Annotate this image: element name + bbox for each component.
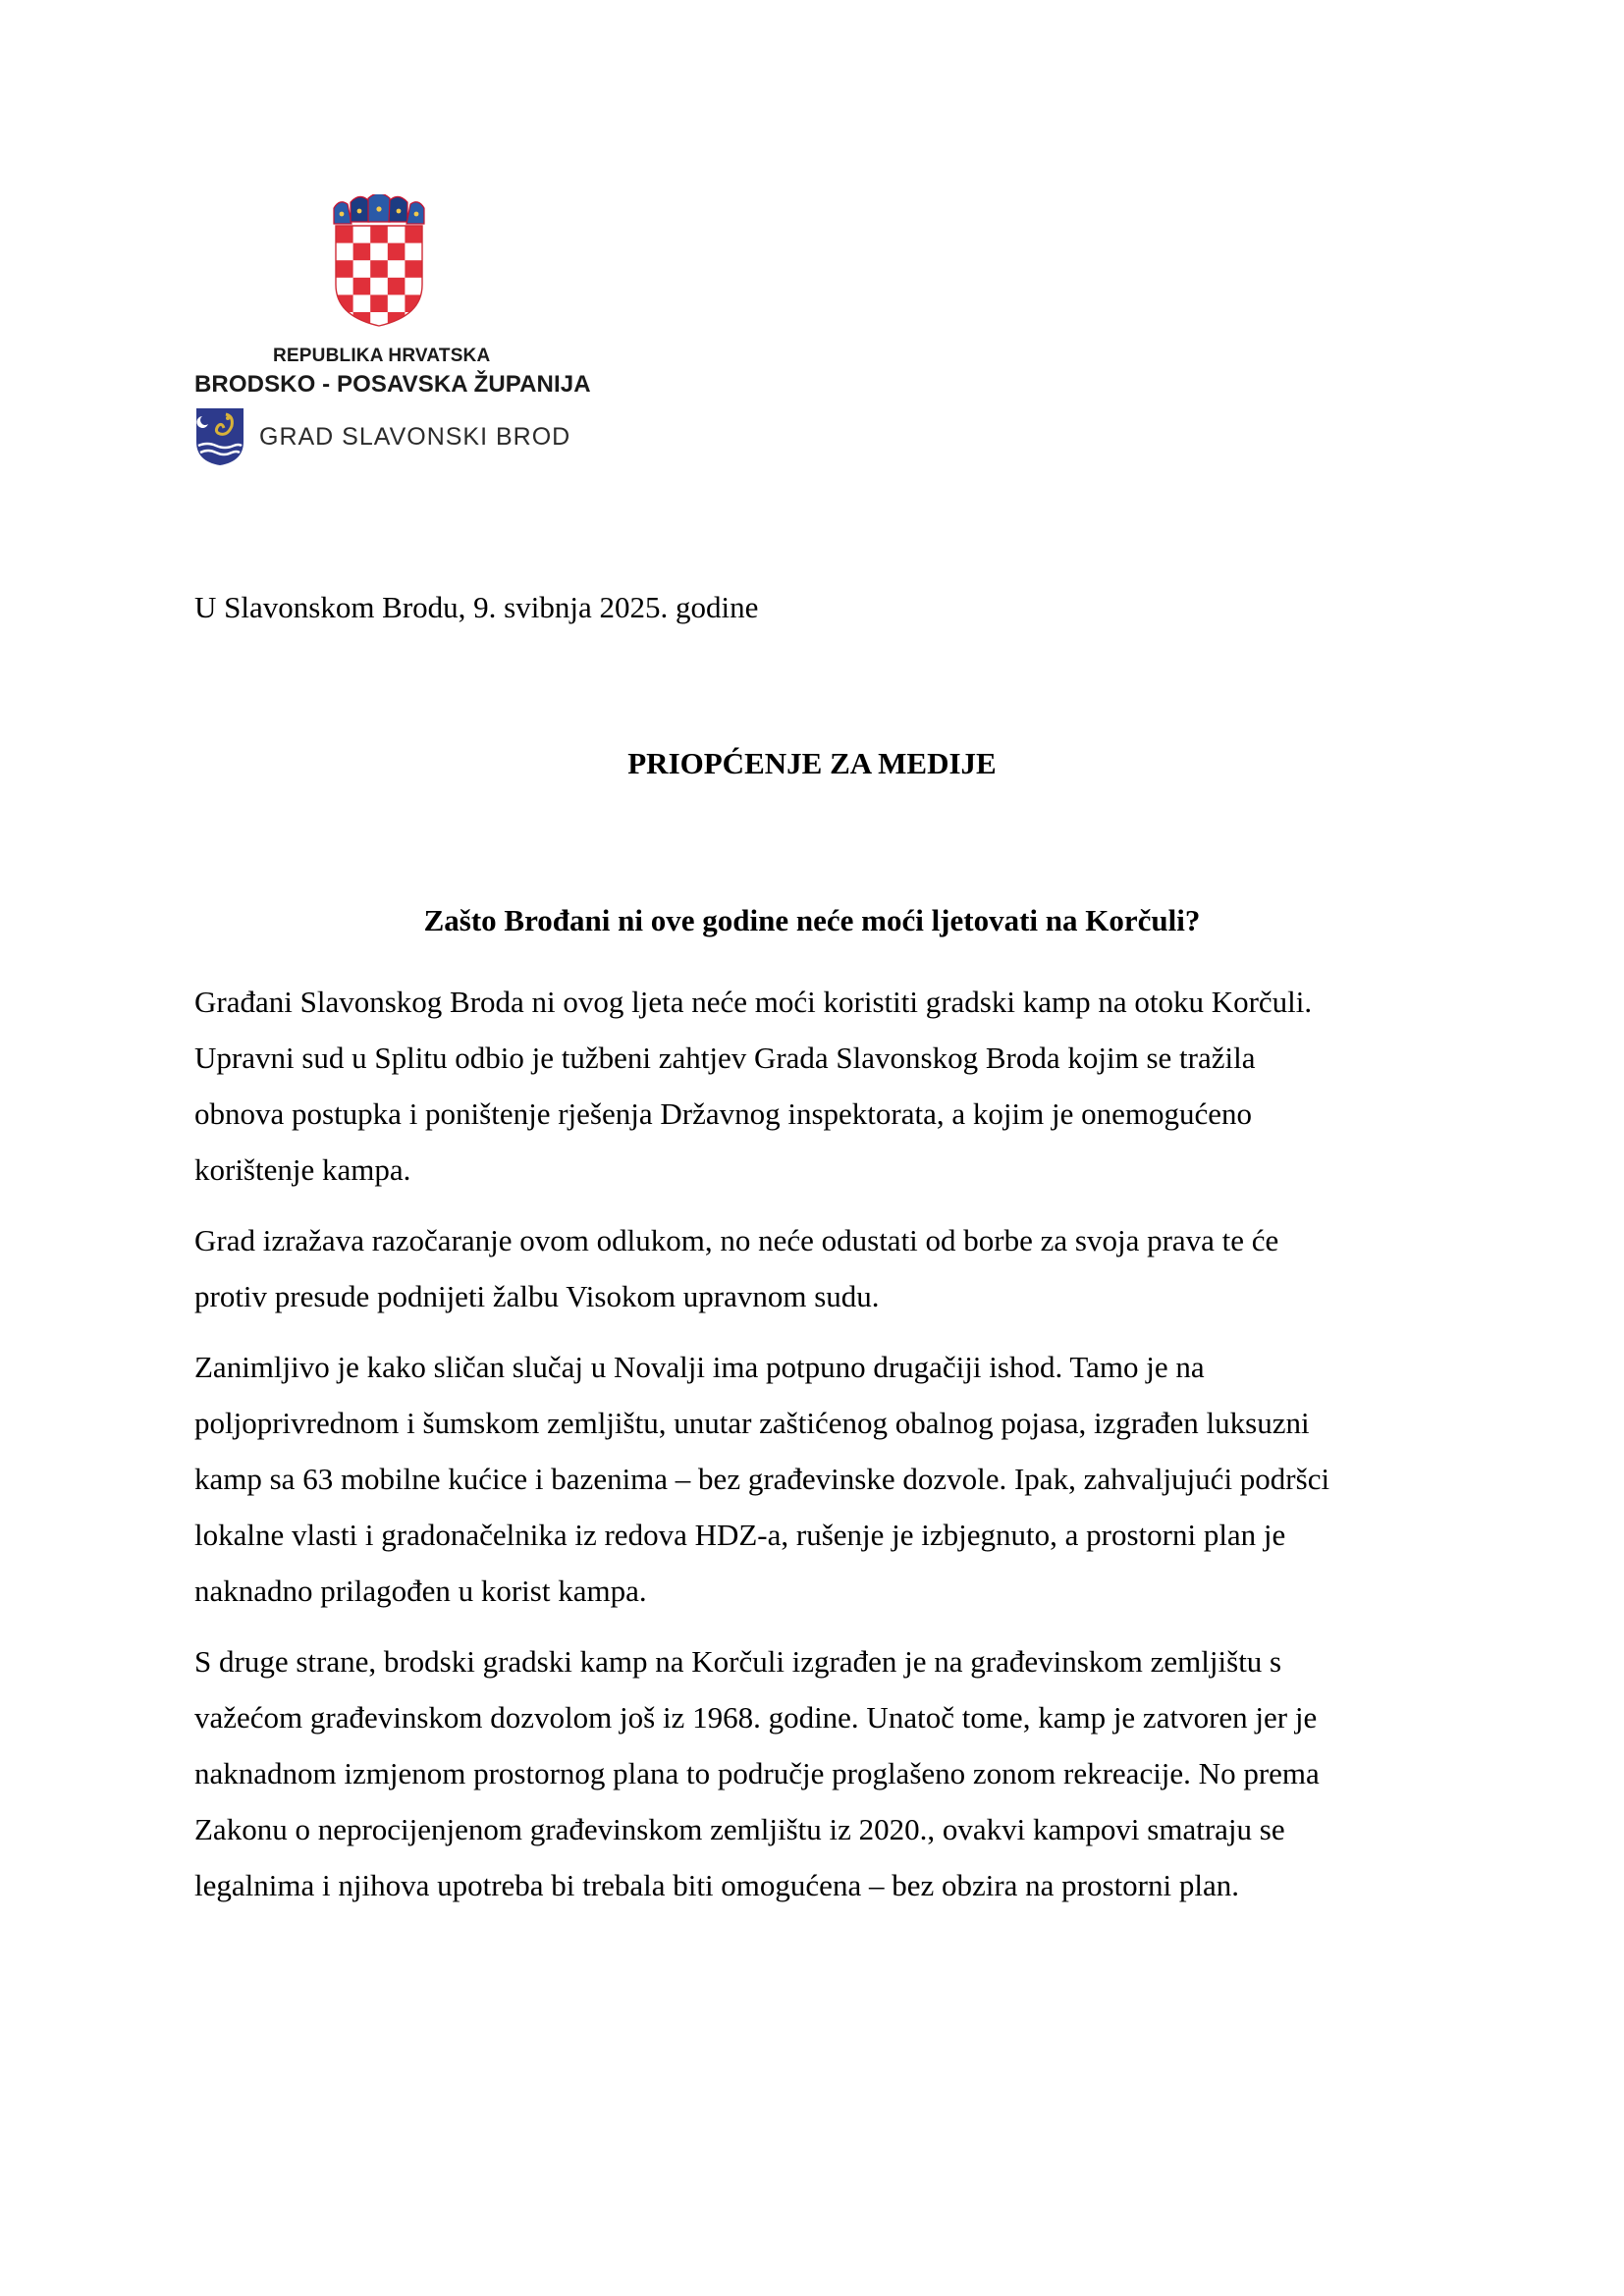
paragraph xyxy=(194,1339,1439,1619)
text-line: naknadno prilagođen u korist kampa. xyxy=(194,1574,647,1608)
text-line: lokalne vlasti i gradonačelnika iz redova HDZ-a, rušenje je izbjegnuto, a prostorni plan je xyxy=(194,1518,1286,1552)
text-line: legalnima i njihova upotreba bi trebala biti omogućena – bez obzira na prostorni plan. xyxy=(194,1868,1239,1902)
text-line: važećom građevinskom dozvolom još iz 1968. godine. Unatoč tome, kamp je zatvoren jer je xyxy=(194,1700,1318,1735)
county-label: BRODSKO - POSAVSKA ŽUPANIJA xyxy=(194,371,591,398)
paragraph xyxy=(194,1633,1439,1913)
press-release-title: PRIOPĆENJE ZA MEDIJE xyxy=(627,746,997,780)
text-line: kamp sa 63 mobilne kućice i bazenima – bez građevinske dozvole. Ipak, zahvaljujući podršci xyxy=(194,1462,1330,1496)
city-label: GRAD SLAVONSKI BROD xyxy=(259,423,571,451)
paragraph xyxy=(194,1212,1439,1324)
text-line: Zanimljivo je kako sličan slučaj u Novalji ima potpuno drugačiji ishod. Tamo je na xyxy=(194,1350,1205,1384)
text-line: Građani Slavonskog Broda ni ovog ljeta neće moći koristiti gradski kamp na otoku Korčuli. xyxy=(194,985,1313,1019)
text-line: S druge strane, brodski gradski kamp na Korčuli izgrađen je na građevinskom zemljištu s xyxy=(194,1644,1282,1679)
date-line: U Slavonskom Brodu, 9. svibnja 2025. godine xyxy=(194,590,759,624)
text-line: protiv presude podnijeti žalbu Visokom upravnom sudu. xyxy=(194,1279,880,1313)
text-line: korištenje kampa. xyxy=(194,1152,411,1187)
text-line: Grad izražava razočaranje ovom odlukom, no neće odustati od borbe za svoja prava te će xyxy=(194,1223,1279,1257)
croatian-coat-of-arms-icon xyxy=(330,194,428,328)
text-line: poljoprivrednom i šumskom zemljištu, unutar zaštićenog obalnog pojasa, izgrađen luksuzni xyxy=(194,1406,1310,1440)
republic-label: REPUBLIKA HRVATSKA xyxy=(273,346,491,366)
text-line: obnova postupka i poništenje rješenja Državnog inspektorata, a kojim je onemogućeno xyxy=(194,1096,1252,1131)
slavonski-brod-crest-icon xyxy=(194,406,245,467)
headline: Zašto Brođani ni ove godine neće moći ljetovati na Korčuli? xyxy=(423,903,1201,937)
paragraph xyxy=(194,974,1439,1198)
text-line: naknadnom izmjenom prostornog plana to područje proglašeno zonom rekreacije. No prema xyxy=(194,1756,1320,1790)
article-body xyxy=(194,974,1439,1928)
text-line: Upravni sud u Splitu odbio je tužbeni zahtjev Grada Slavonskog Broda kojim se tražila xyxy=(194,1041,1256,1075)
text-line: Zakonu o neprocijenjenom građevinskom zemljištu iz 2020., ovakvi kampovi smatraju se xyxy=(194,1812,1285,1846)
